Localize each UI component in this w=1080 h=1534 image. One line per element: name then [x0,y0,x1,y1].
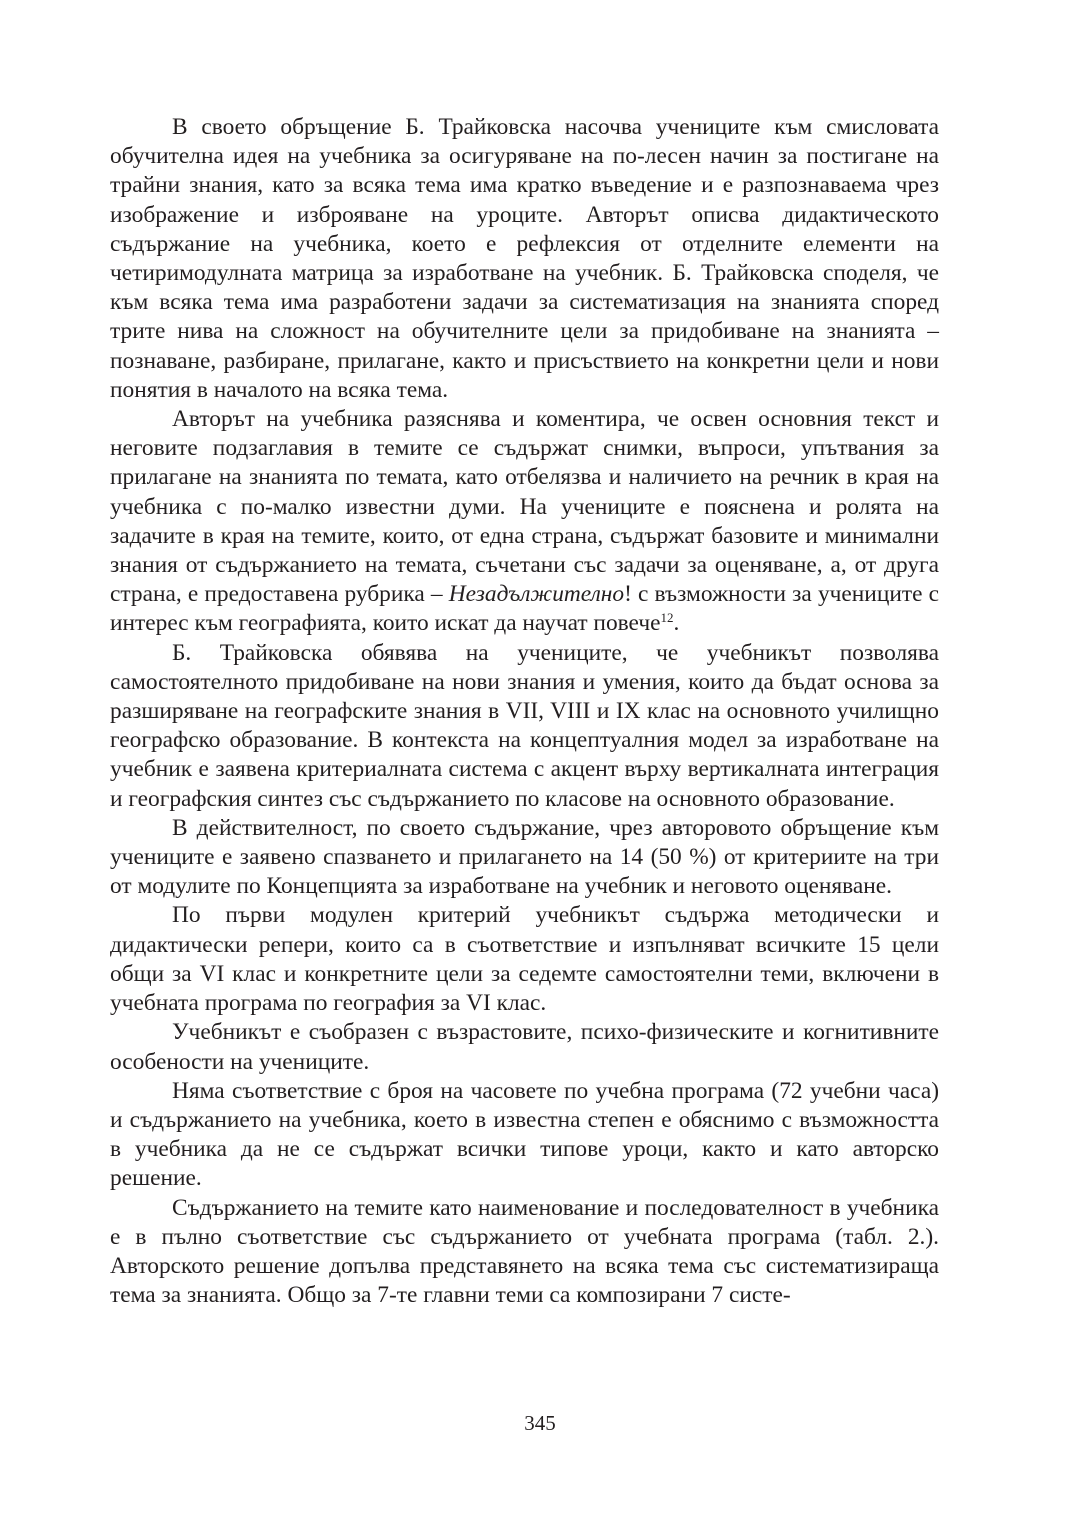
paragraph [110,639,939,814]
paragraph [110,113,939,405]
paragraph-text: ! с възможности за учениците с интерес към географията, които искат да научат повече [110,581,940,637]
page-number: 345 [524,1411,556,1435]
paragraph [110,814,939,902]
footnote-marker: 12 [660,610,674,626]
paragraph-text: Учебникът е съобразен с възрастовите, психо-физическите и когнитивните особености на учениците. [110,1019,939,1075]
paragraph [110,1077,939,1194]
paragraph-text: Авторът на учебника разяснява и коментира, че освен основния текст и неговите подзаглавия в темите се съдържат снимки, въпроси, упътвания за прилагане на знанията по темата, като отбелязва и наличието на речник в края на учебника с по-малко известни думи. На учениците е пояснена и ролята на задачите в края на темите, които, от една страна, съдържат базовите и минимални знания от съдържанието на темата, съчетани със задачи за оценяване, а, от друга страна, е предоставена рубрика – [110,406,939,608]
paragraph-text: Съдържанието на темите като наименование и последователност в учебника е в пълно съответствие със съдържанието от учебната програма (табл. 2.). Авторското решение допълва представянето на всяка тема със систематизираща тема за знанията. Общо за 7-те главни теми са композирани 7 систе- [110,1194,939,1309]
body-text [110,113,939,1310]
paragraph-text: Няма съответствие с броя на часовете по учебна програма (72 учебни часа) и съдържанието на учебника, което в известна степен е обяснимо с възможността в учебника да не се съдържат всички типове уроци, както и като авторско решение. [110,1077,939,1192]
paragraph-text: . [673,610,680,637]
paragraph-text: По първи модулен критерий учебникът съдържа методически и дидактически репери, които са в съответствие и изпълняват всичките 15 цели общи за VI клас и конкретните цели за седемте самостоятелни теми, включени в учебната програма по география за VI клас. [110,902,939,1017]
paragraph [110,1194,939,1311]
paragraph [110,405,939,639]
paragraph [110,1018,939,1076]
emphasis-text: Незадължително [448,581,625,608]
paragraph-text: Б. Трайковска обявява на учениците, че учебникът позволява самостоятелното придобиване на нови знания и умения, които да бъдат основа за разширяване на географските знания в VII, VIII и IX клас на основното училищно географско образование. В контекста на концептуалния модел за изработване на учебник е заявена критериалната система с акцент върху вертикалната интеграция и географския синтез със съдържанието по класове на основното образование. [110,639,939,812]
paragraph [110,901,939,1018]
paragraph-text: В своето обръщение Б. Трайковска насочва учениците към смисловата обучителна идея на учебника за осигуряване на по-лесен начин за постигане на трайни знания, като за всяка тема има кратко въведение и е разпознаваема чрез изображение и изброяване на уроците. Авторът описва дидактическото съдържание на учебника, което е рефлексия от отделните елементи на четиримодулната матрица за изработване на учебник. Б. Трайковска споделя, че към всяка тема има разработени задачи за систематизация на знанията според трите нива на сложност на обучителните цели за придобиване на знанията – познаване, разбиране, прилагане, както и присъствието на конкретни цели и нови понятия в началото на всяка тема. [110,114,939,403]
paragraph-text: В действителност, по своето съдържание, чрез авторовото обръщение към учениците е заявено спазването и прилагането на 14 (50 %) от критериите на три от модулите по Концепцията за изработване на учебник и неговото оценяване. [110,814,939,900]
